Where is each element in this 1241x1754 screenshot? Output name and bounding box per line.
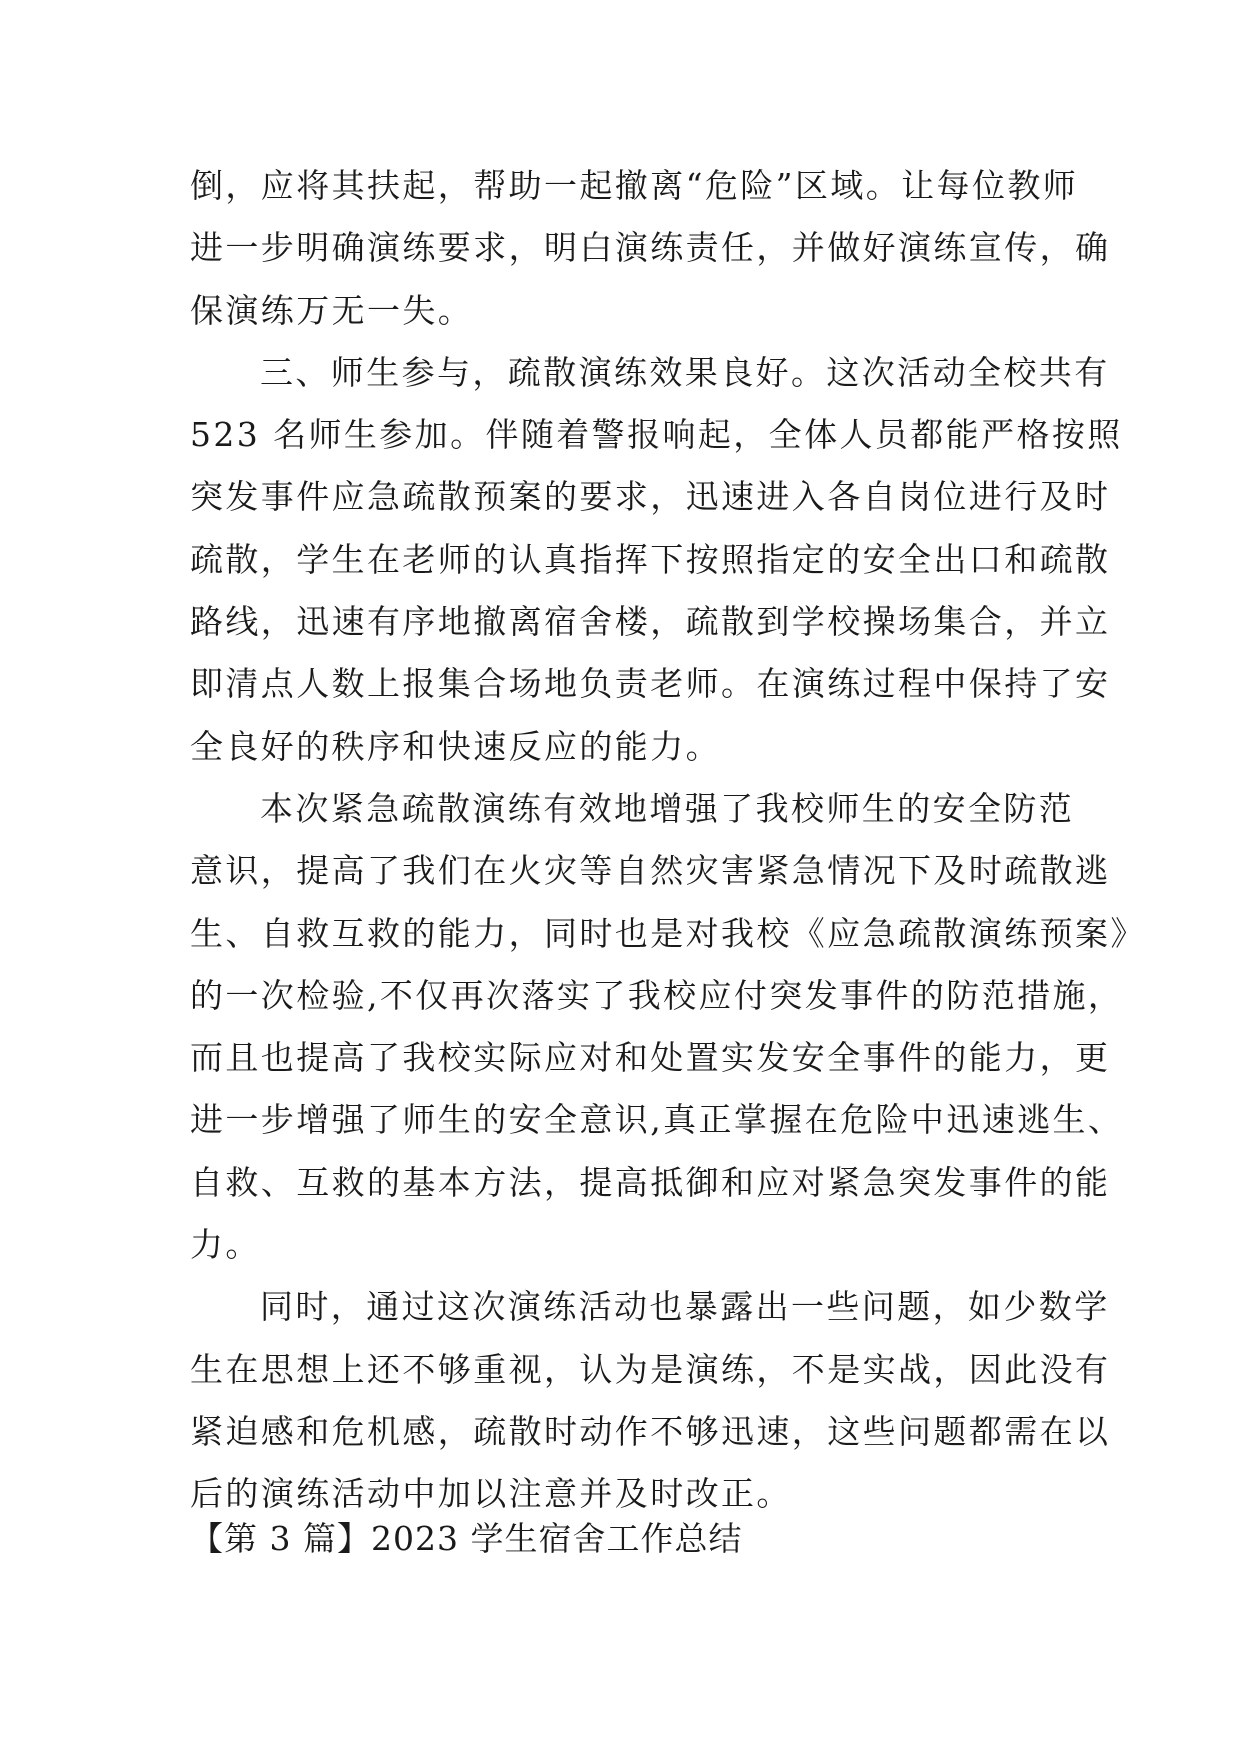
text-line: 疏散，学生在老师的认真指挥下按照指定的安全出口和疏散 <box>190 539 1111 579</box>
text-line: 自救、互救的基本方法，提高抵御和应对紧急突发事件的能 <box>190 1162 1111 1202</box>
text-line: 即清点人数上报集合场地负责老师。在演练过程中保持了安 <box>190 664 1111 704</box>
text-line: 力。 <box>190 1225 261 1265</box>
section-heading: 【第 3 篇】2023 学生宿舍工作总结 <box>190 1519 743 1558</box>
text-line: 生、自救互救的能力，同时也是对我校《应急疏散演练预案》 <box>190 913 1146 953</box>
text-line: 保演练万无一失。 <box>190 290 474 330</box>
text-line: 后的演练活动中加以注意并及时改正。 <box>190 1474 792 1514</box>
text-line: 倒，应将其扶起，帮助一起撤离“危险”区域。让每位教师 <box>190 166 1079 205</box>
document-body <box>190 155 1146 1526</box>
text-line: 全良好的秩序和快速反应的能力。 <box>190 726 721 766</box>
paragraph-start-line: 本次紧急疏散演练有效地增强了我校师生的安全防范 <box>260 788 1075 828</box>
text-line: 而且也提高了我校实际应对和处置实发安全事件的能力，更 <box>190 1038 1111 1078</box>
text-line: 进一步明确演练要求，明白演练责任，并做好演练宣传，确 <box>190 228 1111 268</box>
text-line: 的一次检验,不仅再次落实了我校应付突发事件的防范措施， <box>190 975 1124 1015</box>
text-line: 路线，迅速有序地撤离宿舍楼，疏散到学校操场集合，并立 <box>190 602 1111 642</box>
text-line: 意识，提高了我们在火灾等自然灾害紧急情况下及时疏散逃 <box>190 851 1111 891</box>
text-line: 紧迫感和危机感，疏散时动作不够迅速，这些问题都需在以 <box>190 1411 1111 1451</box>
paragraph-start-line: 同时，通过这次演练活动也暴露出一些问题，如少数学 <box>260 1287 1110 1327</box>
text-line: 523 名师生参加。伴随着警报响起，全体人员都能严格按照 <box>190 415 1123 455</box>
text-line: 生在思想上还不够重视，认为是演练，不是实战，因此没有 <box>190 1349 1111 1389</box>
text-line: 进一步增强了师生的安全意识,真正掌握在危险中迅速逃生、 <box>190 1100 1124 1140</box>
text-line: 突发事件应急疏散预案的要求，迅速进入各自岗位进行及时 <box>190 477 1111 517</box>
paragraph-start-line: 三、师生参与，疏散演练效果良好。这次活动全校共有 <box>260 352 1110 392</box>
